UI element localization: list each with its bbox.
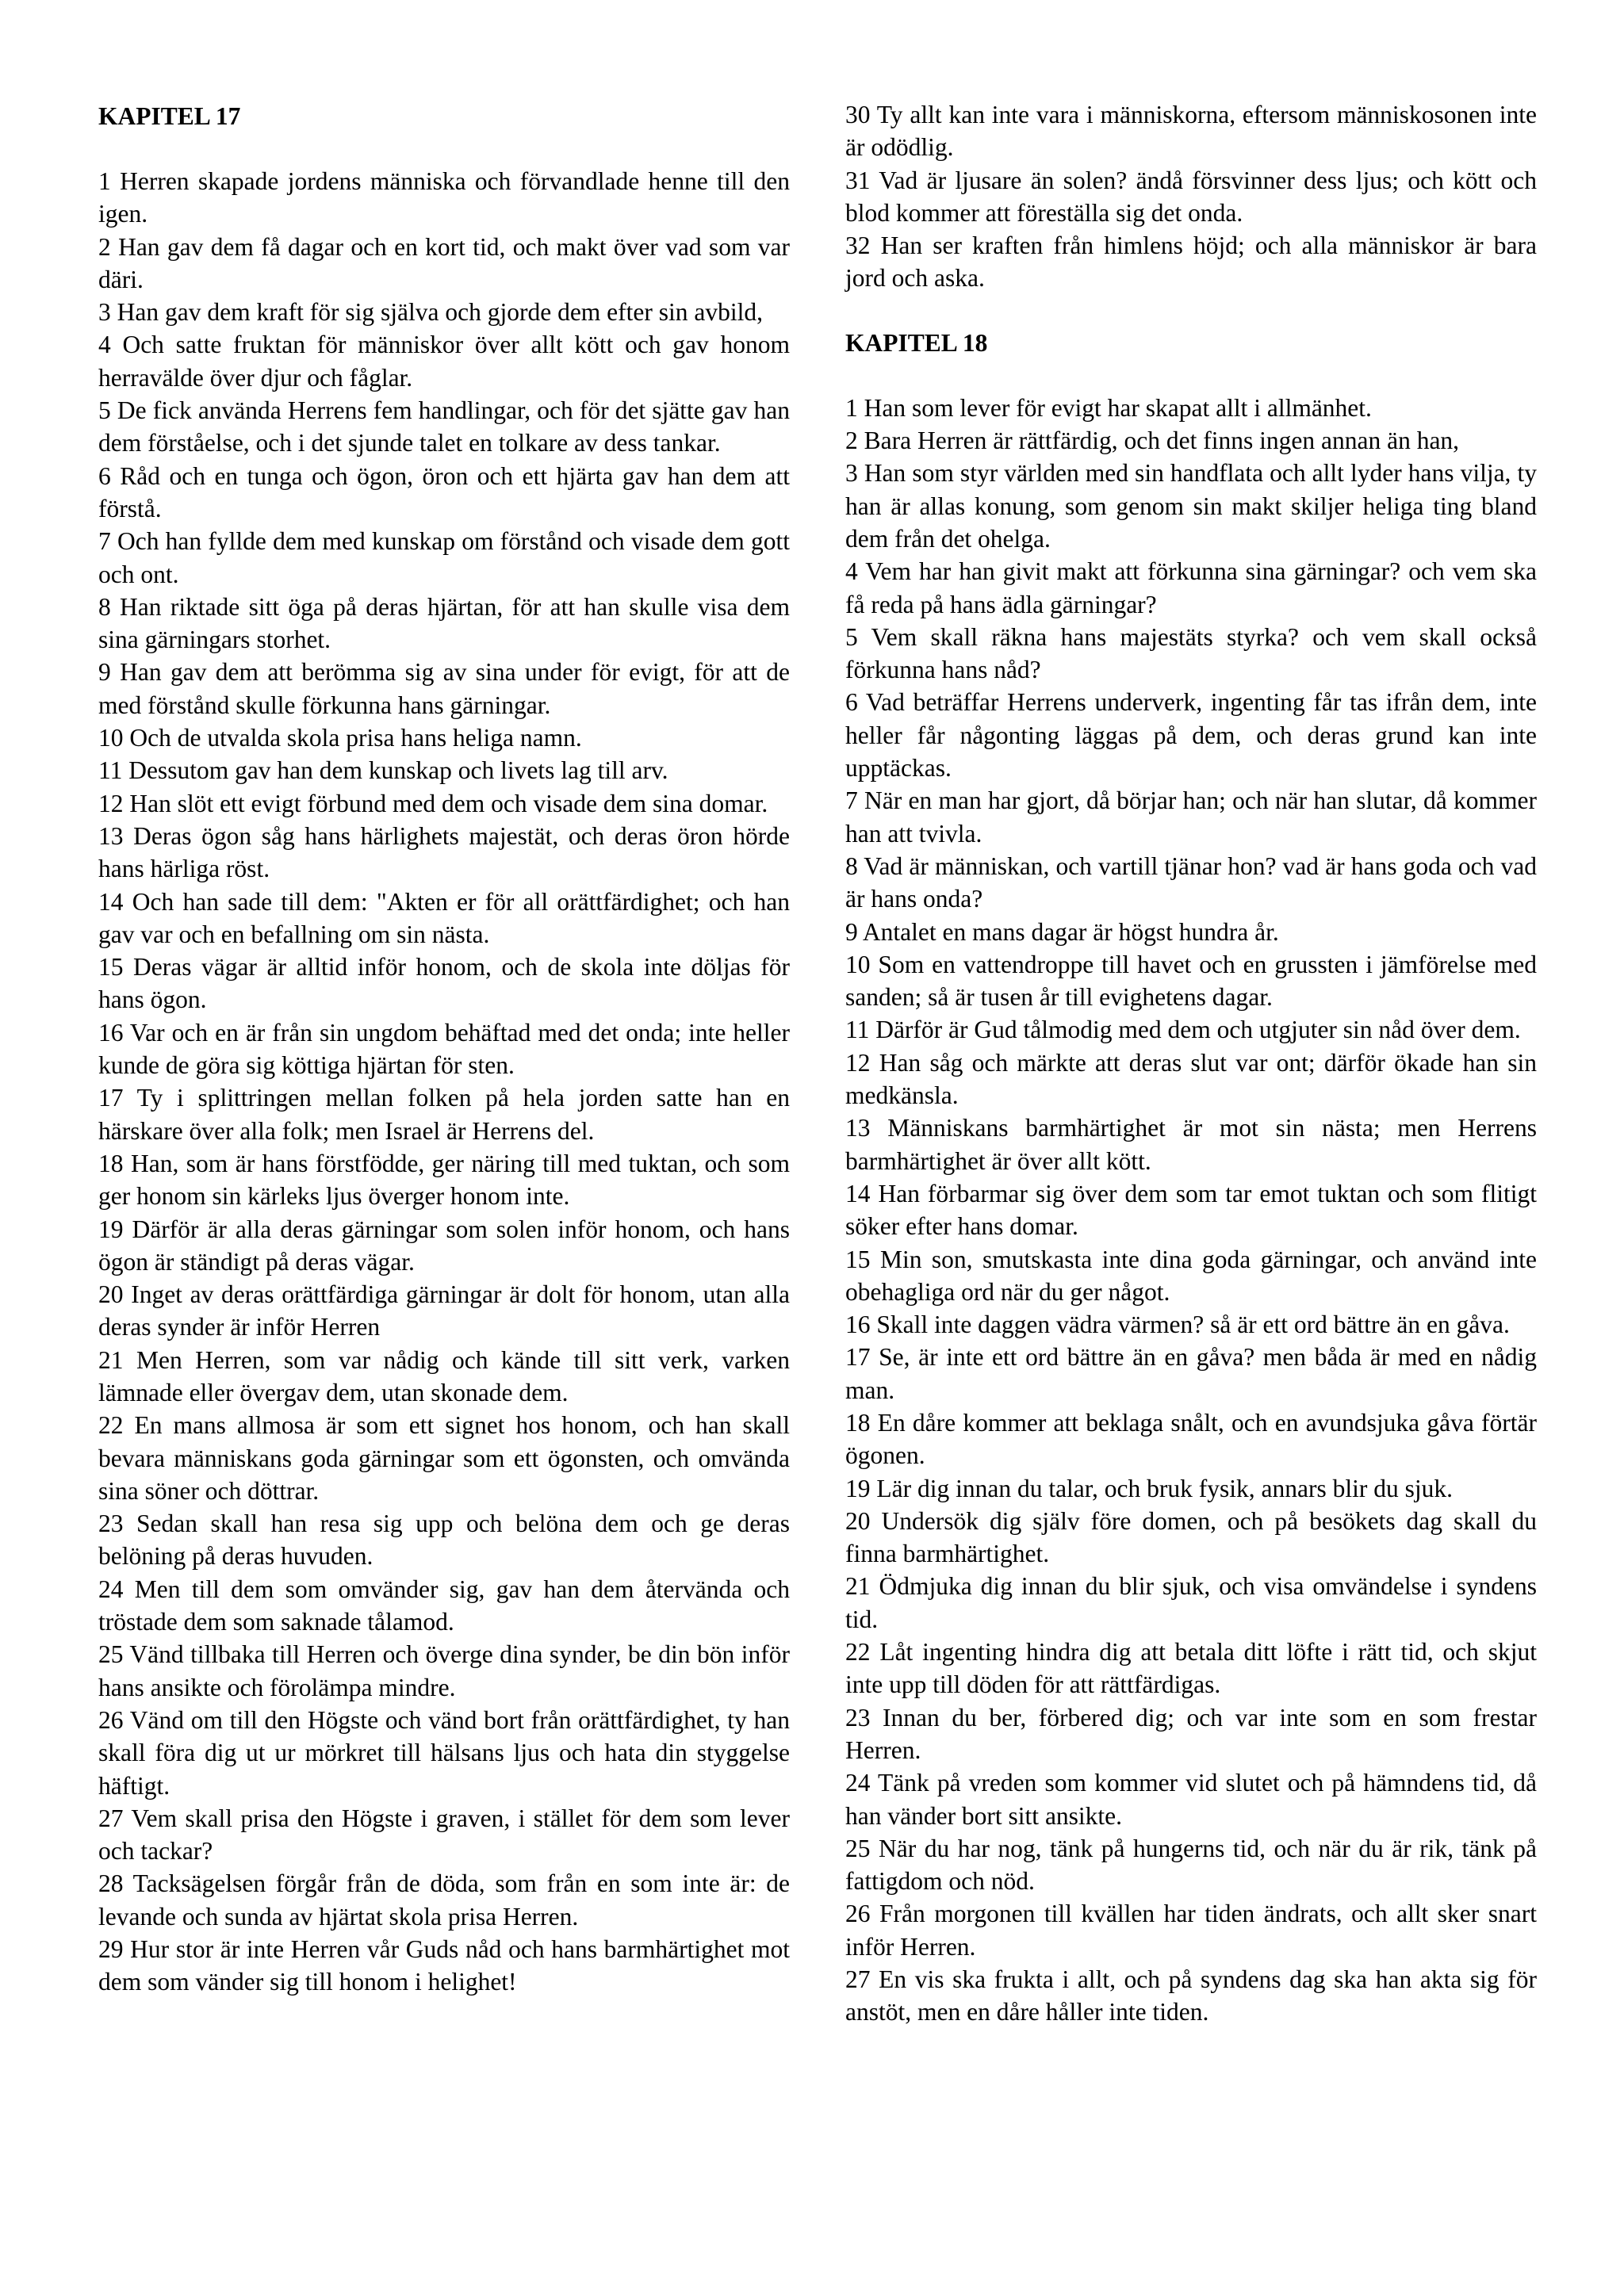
verse: 10 Som en vattendroppe till havet och en grussten i jämförelse med sanden; så är tusen år till evighetens dagar. — [845, 950, 1537, 1012]
chapter-18-heading: KAPITEL 18 — [845, 328, 988, 357]
verse: 9 Antalet en mans dagar är högst hundra år. — [845, 917, 1279, 946]
verse: 18 Han, som är hans förstfödde, ger näring till med tuktan, och som ger honom sin kärleks ljus överger honom inte. — [98, 1149, 790, 1211]
chapter-17-heading: KAPITEL 17 — [98, 102, 241, 130]
right-column — [845, 98, 1537, 2029]
verse: 20 Undersök dig själv före domen, och på besökets dag skall du finna barmhärtighet. — [845, 1506, 1537, 1568]
verse: 22 En mans allmosa är som ett signet hos honom, och han skall bevara människans goda gärningar som ett ögonsten, och omvända sina söner och döttrar. — [98, 1411, 790, 1505]
verse: 5 De fick använda Herrens fem handlingar, och för det sjätte gav han dem förståelse, och i det sjunde talet en tolkare av dess tankar. — [98, 396, 790, 457]
verse: 20 Inget av deras orättfärdiga gärningar är dolt för honom, utan alla deras synder är inför Herren — [98, 1280, 790, 1341]
verse: 3 Han som styr världen med sin handflata och allt lyder hans vilja, ty han är allas konung, som genom sin makt skiljer heliga ting bland dem från det ohelga. — [845, 459, 1537, 553]
verse: 8 Han riktade sitt öga på deras hjärtan, för att han skulle visa dem sina gärningars storhet. — [98, 592, 790, 654]
chapter-17-continued-verses — [845, 98, 1537, 295]
verse: 1 Herren skapade jordens människa och förvandlade henne till den igen. — [98, 167, 790, 228]
verse: 30 Ty allt kan inte vara i människorna, eftersom människosonen inte är odödlig. — [845, 101, 1537, 162]
verse: 19 Därför är alla deras gärningar som solen inför honom, och hans ögon är ständigt på deras vägar. — [98, 1215, 790, 1276]
verse: 17 Ty i splittringen mellan folken på hela jorden satte han en härskare över alla folk; men Israel är Herrens del. — [98, 1084, 790, 1145]
chapter-17-verses — [98, 165, 790, 1999]
verse: 7 När en man har gjort, då börjar han; och när han slutar, då kommer han att tvivla. — [845, 786, 1537, 848]
verse: 16 Var och en är från sin ungdom behäftad med det onda; inte heller kunde de göra sig köttiga hjärtan för sten. — [98, 1018, 790, 1080]
verse: 26 Från morgonen till kvällen har tiden ändrats, och allt sker snart inför Herren. — [845, 1900, 1537, 1961]
verse: 9 Han gav dem att berömma sig av sina under för evigt, för att de med förstånd skulle förkunna hans gärningar. — [98, 658, 790, 719]
verse: 15 Min son, smutskasta inte dina goda gärningar, och använd inte obehagliga ord när du ger något. — [845, 1245, 1537, 1306]
verse: 5 Vem skall räkna hans majestäts styrka? och vem skall också förkunna hans nåd? — [845, 622, 1537, 684]
verse: 29 Hur stor är inte Herren vår Guds nåd och hans barmhärtighet mot dem som vänder sig till honom i helighet! — [98, 1935, 790, 1996]
verse: 2 Han gav dem få dagar och en kort tid, och makt över vad som var däri. — [98, 232, 790, 293]
verse: 18 En dåre kommer att beklaga snålt, och en avundsjuka gåva förtär ögonen. — [845, 1408, 1537, 1470]
verse: 15 Deras vägar är alltid inför honom, och de skola inte döljas för hans ögon. — [98, 953, 790, 1014]
verse: 24 Tänk på vreden som kommer vid slutet och på hämndens tid, då han vänder bort sitt ansikte. — [845, 1769, 1537, 1830]
verse: 21 Ödmjuka dig innan du blir sjuk, och visa omvändelse i syndens tid. — [845, 1572, 1537, 1633]
verse: 11 Dessutom gav han dem kunskap och livets lag till arv. — [98, 756, 668, 785]
verse: 28 Tacksägelsen förgår från de döda, som från en som inte är: de levande och sunda av hjärtat skola prisa Herren. — [98, 1869, 790, 1931]
verse: 27 En vis ska frukta i allt, och på syndens dag ska han akta sig för anstöt, men en dåre håller inte tiden. — [845, 1965, 1537, 2026]
verse: 17 Se, är inte ett ord bättre än en gåva? men båda är med en nådig man. — [845, 1343, 1537, 1404]
verse: 6 Råd och en tunga och ögon, öron och ett hjärta gav han dem att förstå. — [98, 461, 790, 522]
verse: 14 Och han sade till dem: "Akten er för all orättfärdighet; och han gav var och en befallning om sin nästa. — [98, 887, 790, 948]
verse: 22 Låt ingenting hindra dig att betala ditt löfte i rätt tid, och skjut inte upp till döden för att rättfärdigas. — [845, 1638, 1537, 1699]
verse: 13 Människans barmhärtighet är mot sin nästa; men Herrens barmhärtighet är över allt kött. — [845, 1114, 1537, 1175]
verse: 12 Han såg och märkte att deras slut var ont; därför ökade han sin medkänsla. — [845, 1048, 1537, 1110]
left-column — [98, 100, 790, 1999]
verse: 11 Därför är Gud tålmodig med dem och utgjuter sin nåd över dem. — [845, 1016, 1521, 1044]
verse: 8 Vad är människan, och vartill tjänar hon? vad är hans goda och vad är hans onda? — [845, 851, 1537, 913]
verse: 7 Och han fyllde dem med kunskap om förstånd och visade dem gott och ont. — [98, 527, 790, 588]
verse: 23 Innan du ber, förbered dig; och var inte som en som frestar Herren. — [845, 1703, 1537, 1764]
verse: 24 Men till dem som omvänder sig, gav han dem återvända och tröstade dem som saknade tålamod. — [98, 1575, 790, 1636]
verse: 13 Deras ögon såg hans härlighets majestät, och deras öron hörde hans härliga röst. — [98, 821, 790, 883]
verse: 4 Vem har han givit makt att förkunna sina gärningar? och vem ska få reda på hans ädla gärningar? — [845, 557, 1537, 618]
verse: 19 Lär dig innan du talar, och bruk fysik, annars blir du sjuk. — [845, 1474, 1453, 1502]
verse: 2 Bara Herren är rättfärdig, och det finns ingen annan än han, — [845, 427, 1460, 455]
verse: 1 Han som lever för evigt har skapat allt i allmänhet. — [845, 393, 1372, 422]
verse: 10 Och de utvalda skola prisa hans heliga namn. — [98, 724, 582, 752]
verse: 25 Vänd tillbaka till Herren och överge dina synder, be din bön inför hans ansikte och förolämpa mindre. — [98, 1640, 790, 1701]
verse: 4 Och satte fruktan för människor över allt kött och gav honom herravälde över djur och fåglar. — [98, 331, 790, 392]
verse: 26 Vänd om till den Högste och vänd bort från orättfärdighet, ty han skall föra dig ut ur mörkret till hälsans ljus och hata din styggelse häftigt. — [98, 1705, 790, 1800]
verse: 21 Men Herren, som var nådig och kände till sitt verk, varken lämnade eller övergav dem, utan skonade dem. — [98, 1345, 790, 1406]
verse: 16 Skall inte daggen vädra värmen? så är ett ord bättre än en gåva. — [845, 1311, 1510, 1339]
verse: 23 Sedan skall han resa sig upp och belöna dem och ge deras belöning på deras huvuden. — [98, 1510, 790, 1571]
verse: 25 När du har nog, tänk på hungerns tid, och när du är rik, tänk på fattigdom och nöd. — [845, 1834, 1537, 1896]
verse: 27 Vem skall prisa den Högste i graven, i stället för dem som lever och tackar? — [98, 1804, 790, 1866]
verse: 14 Han förbarmar sig över dem som tar emot tuktan och som flitigt söker efter hans domar. — [845, 1179, 1537, 1241]
verse: 6 Vad beträffar Herrens underverk, ingenting får tas ifrån dem, inte heller får någonting läggas på dem, och deras grund kan inte upptäckas. — [845, 688, 1537, 783]
verse: 3 Han gav dem kraft för sig själva och gjorde dem efter sin avbild, — [98, 298, 763, 327]
verse: 32 Han ser kraften från himlens höjd; och alla människor är bara jord och aska. — [845, 232, 1537, 293]
chapter-18-verses — [845, 392, 1537, 2029]
verse: 31 Vad är ljusare än solen? ändå försvinner dess ljus; och kött och blod kommer att föreställa sig det onda. — [845, 166, 1537, 227]
verse: 12 Han slöt ett evigt förbund med dem och visade dem sina domar. — [98, 789, 768, 817]
